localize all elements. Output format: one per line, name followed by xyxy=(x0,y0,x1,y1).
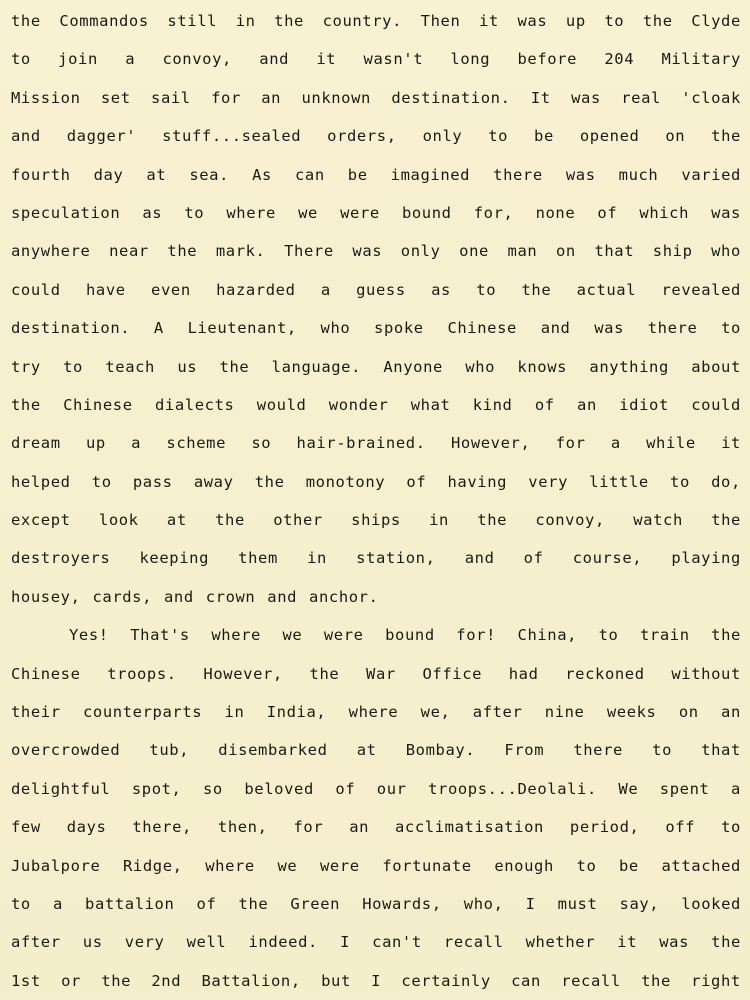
text-line: Mission set sail for an unknown destination. It was real 'cloak xyxy=(11,88,741,107)
text-line: Jubalpore Ridge, where we were fortunate enough to be attached xyxy=(11,856,741,875)
text-line: destination. A Lieutenant, who spoke Chinese and was there to xyxy=(11,319,741,338)
text-line: their counterparts in India, where we, after nine weeks on an xyxy=(11,703,741,722)
text-line: Chinese troops. However, the War Office had reckoned without xyxy=(11,664,741,683)
text-line: to a battalion of the Green Howards, who, I must say, looked xyxy=(11,894,741,913)
text-line: speculation as to where we were bound for, none of which was xyxy=(11,203,741,222)
text-line: after us very well indeed. I can't recall whether it was the xyxy=(11,933,741,952)
text-line: anywhere near the mark. There was only one man on that ship who xyxy=(11,242,741,261)
text-line: except look at the other ships in the convoy, watch the xyxy=(11,511,741,530)
text-line: overcrowded tub, disembarked at Bombay. From there to that xyxy=(11,741,741,760)
body-text xyxy=(11,2,741,1000)
text-line: and dagger' stuff...sealed orders, only to be opened on the xyxy=(11,127,741,146)
text-line: the Commandos still in the country. Then it was up to the Clyde xyxy=(11,12,741,30)
text-line: helped to pass away the monotony of having very little to do, xyxy=(11,472,741,491)
text-line: destroyers keeping them in station, and of course, playing xyxy=(11,549,741,568)
text-line: 1st or the 2nd Battalion, but I certainly can recall the right xyxy=(11,971,741,990)
text-line: dream up a scheme so hair-brained. However, for a while it xyxy=(11,434,741,453)
text-line: housey, cards, and crown and anchor. xyxy=(11,587,379,606)
text-line: few days there, then, for an acclimatisation period, off to xyxy=(11,818,741,837)
text-line: fourth day at sea. As can be imagined there was much varied xyxy=(11,165,741,184)
text-line: delightful spot, so beloved of our troops...Deolali. We spent a xyxy=(11,779,741,798)
text-line: try to teach us the language. Anyone who knows anything about xyxy=(11,357,741,376)
text-line: could have even hazarded a guess as to the actual revealed xyxy=(11,280,741,299)
text-line: to join a convoy, and it wasn't long before 204 Military xyxy=(11,50,741,69)
text-line: the Chinese dialects would wonder what kind of an idiot could xyxy=(11,395,741,414)
text-line: Yes! That's where we were bound for! China, to train the xyxy=(69,626,741,645)
